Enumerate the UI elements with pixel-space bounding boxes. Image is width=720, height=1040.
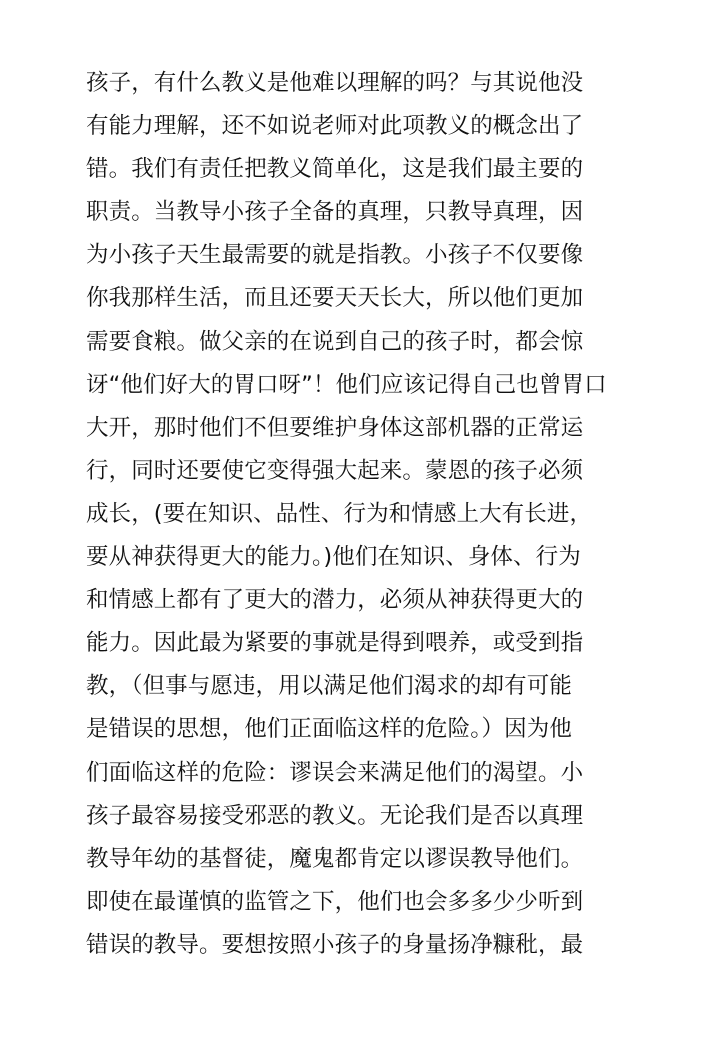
text-line: 你我那样生活，而且还要天天长大，所以他们更加 (86, 285, 584, 312)
text-line: 和情感上都有了更大的潜力，必须从神获得更大的 (86, 587, 584, 614)
text-line: 孩子最容易接受邪恶的教义。无论我们是否以真理 (86, 802, 584, 829)
text-line: 大开，那时他们不但要维护身体这部机器的正常运 (86, 414, 584, 441)
text-line: 即使在最谨慎的监管之下，他们也会多多少少听到 (86, 888, 584, 915)
text-line: 们面临这样的危险：谬误会来满足他们的渴望。小 (86, 759, 584, 786)
text-line: 错误的教导。要想按照小孩子的身量扬净糠秕，最 (86, 931, 584, 958)
text-line: 孩子，有什么教义是他难以理解的吗？与其说他没 (86, 70, 584, 96)
text-line: 为小孩子天生最需要的就是指教。小孩子不仅要像 (86, 242, 584, 269)
text-line: 错。我们有责任把教义简单化，这是我们最主要的 (86, 156, 584, 183)
text-line: 有能力理解，还不如说老师对此项教义的概念出了 (86, 113, 584, 140)
text-line: 是错误的思想，他们正面临这样的危险。）因为他 (86, 716, 572, 743)
body-paragraph (86, 62, 646, 967)
text-line: 教导年幼的基督徒，魔鬼都肯定以谬误教导他们。 (86, 845, 584, 872)
text-line: 能力。因此最为紧要的事就是得到喂养，或受到指 (86, 630, 584, 657)
text-line: 成长，(要在知识、品性、行为和情感上大有长进， (86, 500, 593, 527)
text-line: 讶“他们好大的胃口呀”！他们应该记得自己也曾胃口 (86, 371, 607, 398)
text-line: 需要食粮。做父亲的在说到自己的孩子时，都会惊 (86, 328, 584, 355)
text-line: 行，同时还要使它变得强大起来。蒙恩的孩子必须 (86, 457, 584, 484)
text-line: 职责。当教导小孩子全备的真理，只教导真理，因 (86, 199, 584, 226)
text-line: 教，（但事与愿违，用以满足他们渴求的却有可能 (86, 673, 572, 700)
text-line: 要从神获得更大的能力。)他们在知识、身体、行为 (86, 544, 581, 571)
